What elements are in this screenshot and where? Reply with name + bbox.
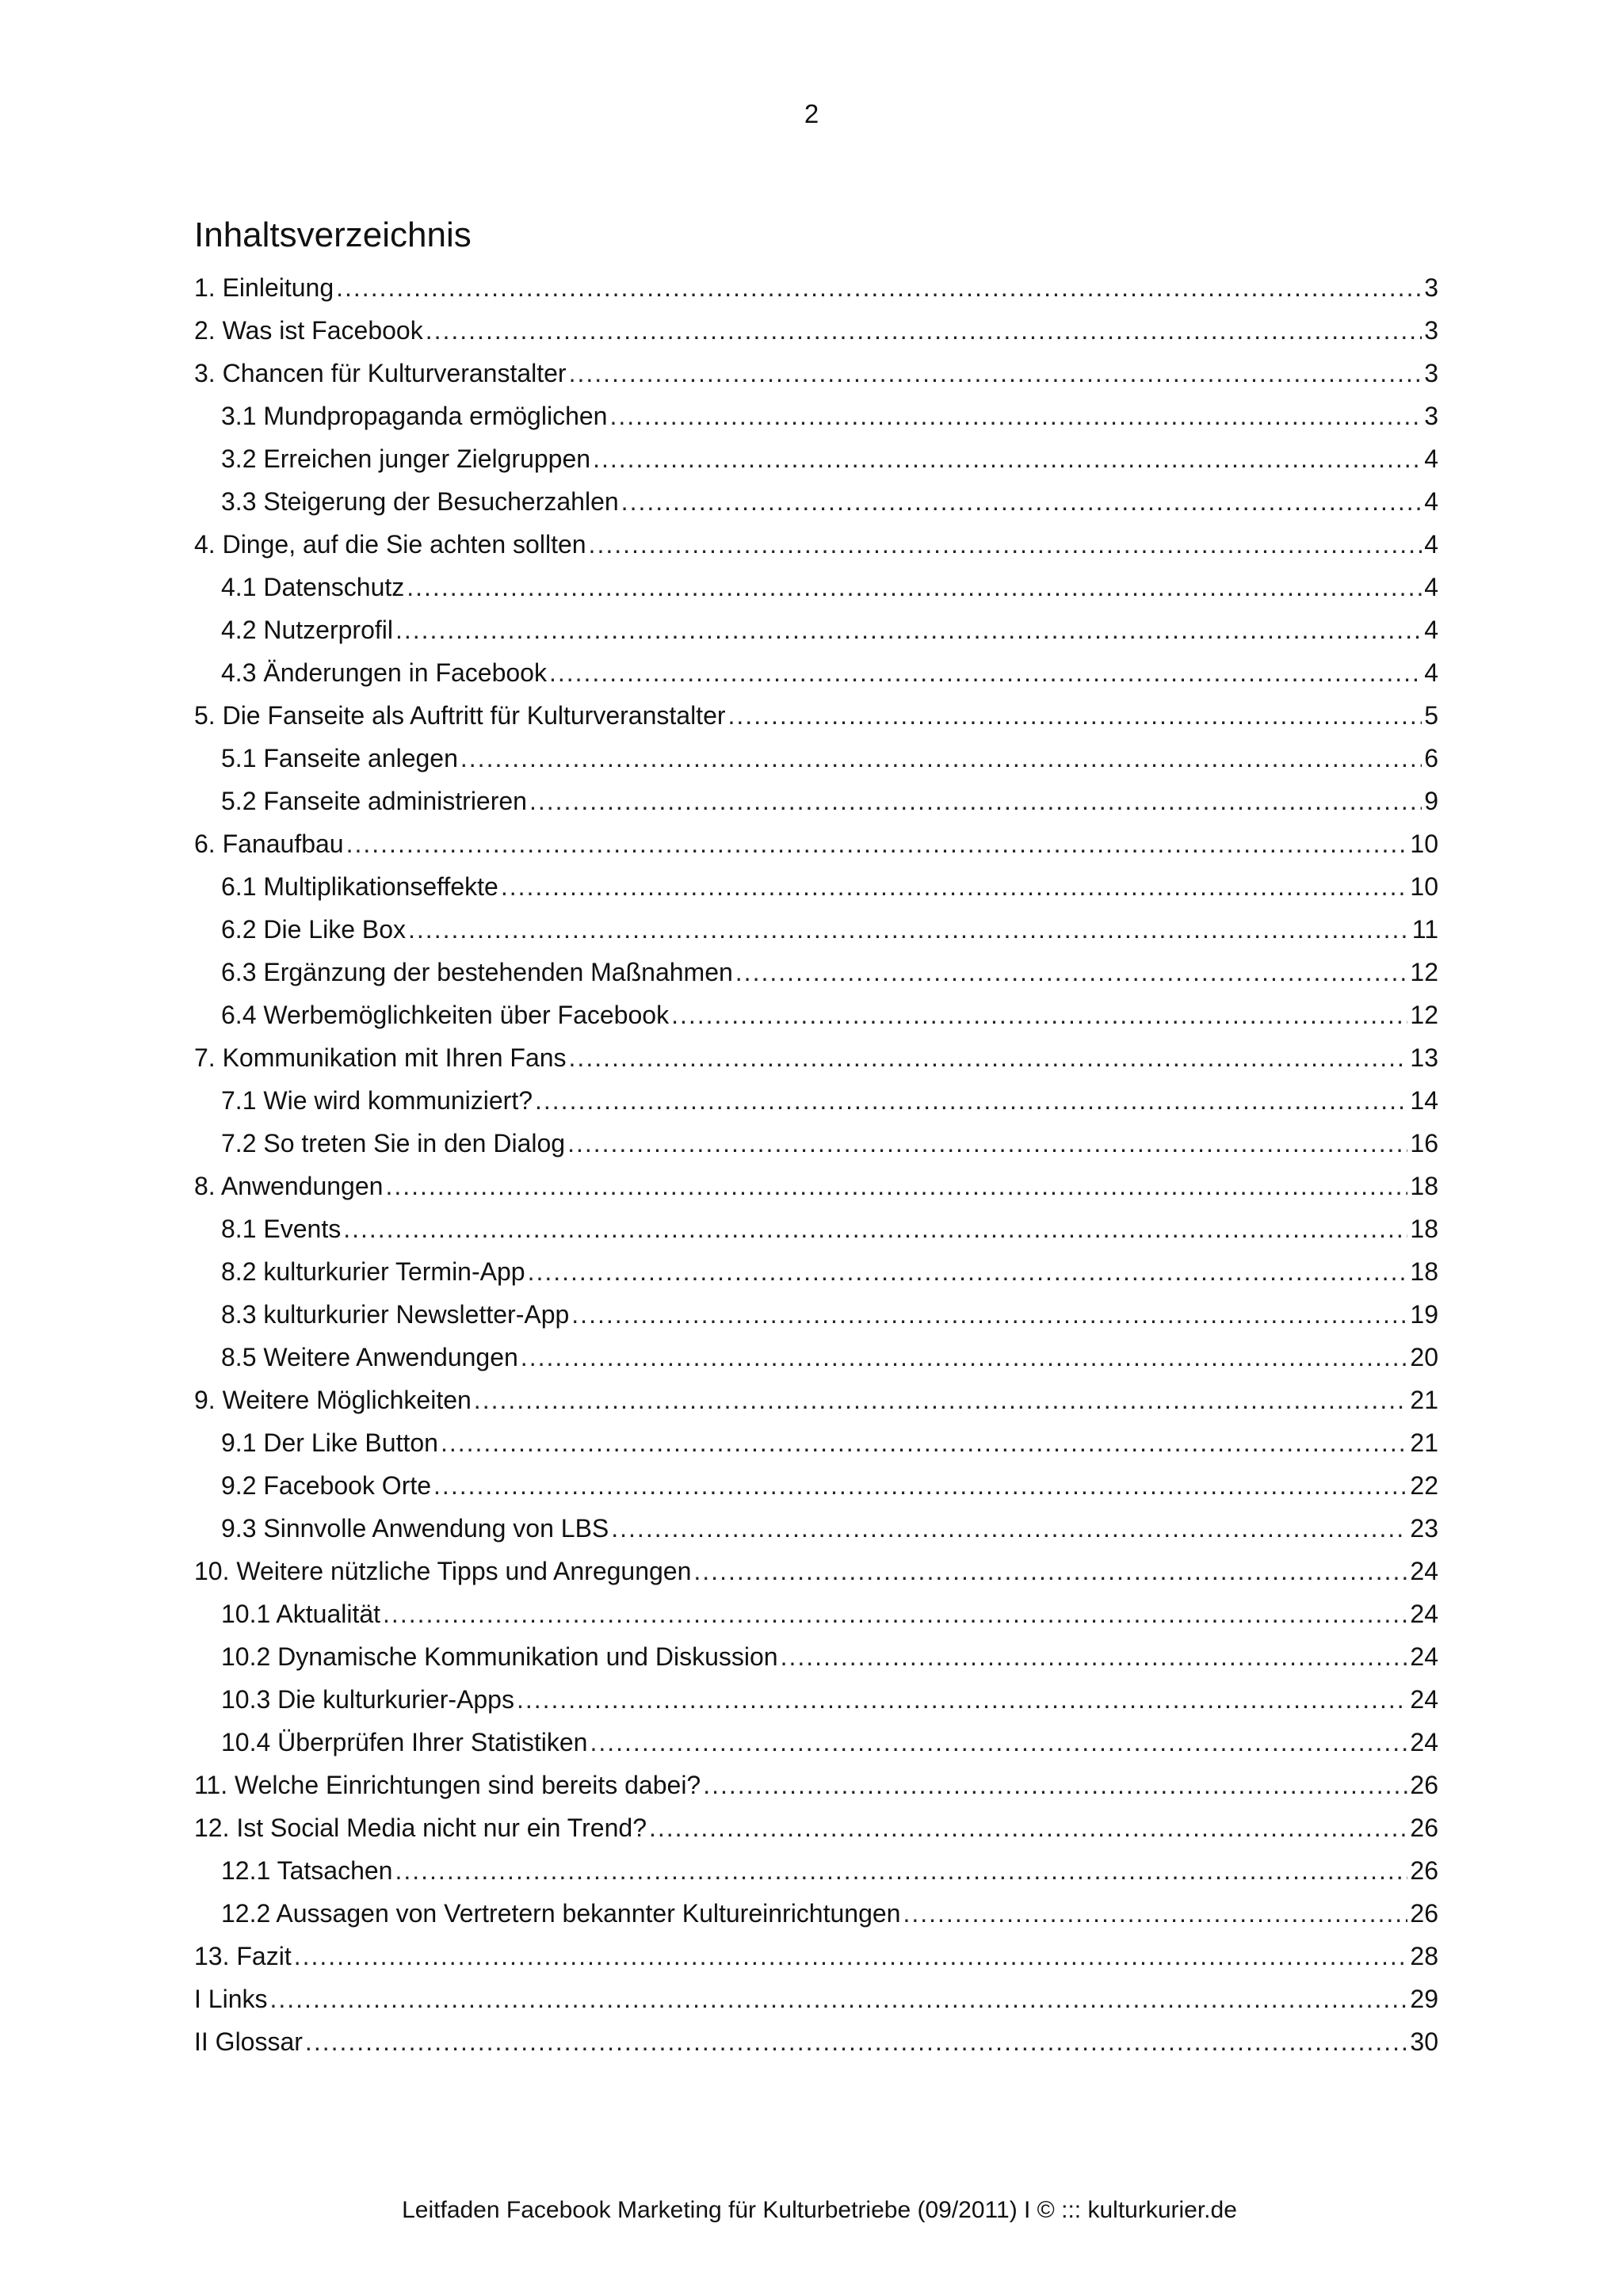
toc-entry[interactable] — [194, 1079, 1438, 1122]
toc-entry-label: 13. Fazit — [194, 1942, 292, 1970]
toc-dot-leader — [611, 1512, 1407, 1544]
toc-entry-label: 6.3 Ergänzung der bestehenden Maßnahmen — [221, 958, 733, 986]
toc-entry-label: 10.3 Die kulturkurier-Apps — [221, 1685, 514, 1714]
toc-entry[interactable] — [194, 352, 1438, 395]
toc-entry-page: 9 — [1424, 787, 1438, 815]
table-of-contents — [194, 266, 1438, 2063]
toc-dot-leader — [529, 785, 1422, 817]
toc-entry-label: 6. Fanaufbau — [194, 830, 344, 858]
toc-entry-page: 18 — [1410, 1215, 1438, 1243]
toc-entry-label: 3. Chancen für Kulturveranstalter — [194, 359, 567, 387]
toc-entry-page: 13 — [1410, 1043, 1438, 1072]
toc-entry[interactable] — [194, 523, 1438, 566]
toc-entry-page: 29 — [1410, 1985, 1438, 2013]
toc-entry[interactable] — [194, 1764, 1438, 1806]
toc-entry-label: 3.2 Erreichen junger Zielgruppen — [221, 444, 591, 473]
toc-entry-label: 7.2 So treten Sie in den Dialog — [221, 1129, 566, 1158]
toc-dot-leader — [693, 1555, 1407, 1587]
toc-entry-page: 4 — [1424, 444, 1438, 473]
toc-dot-leader — [589, 528, 1423, 560]
toc-dot-leader — [781, 1641, 1408, 1672]
toc-dot-leader — [269, 1983, 1407, 2015]
toc-dot-leader — [501, 871, 1408, 902]
toc-entry-page: 12 — [1410, 1001, 1438, 1029]
toc-dot-leader — [571, 1299, 1407, 1330]
toc-entry[interactable] — [194, 994, 1438, 1036]
toc-entry-label: 8. Anwendungen — [194, 1172, 384, 1200]
toc-entry-page: 3 — [1424, 359, 1438, 387]
toc-entry-page: 4 — [1424, 616, 1438, 644]
toc-dot-leader — [294, 1940, 1408, 1972]
toc-dot-leader — [703, 1769, 1407, 1801]
toc-entry[interactable] — [194, 1935, 1438, 1978]
toc-entry-page: 26 — [1410, 1899, 1438, 1928]
toc-dot-leader — [441, 1427, 1407, 1459]
toc-entry-label: 2. Was ist Facebook — [194, 316, 423, 345]
toc-entry[interactable] — [194, 780, 1438, 822]
toc-entry-label: 11. Welche Einrichtungen sind bereits dabei? — [194, 1771, 701, 1799]
toc-entry-page: 12 — [1410, 958, 1438, 986]
toc-dot-leader — [609, 400, 1422, 432]
toc-entry[interactable] — [194, 608, 1438, 651]
toc-entry[interactable] — [194, 1806, 1438, 1849]
toc-entry-label: 9.2 Facebook Orte — [221, 1471, 432, 1500]
toc-entry-page: 21 — [1410, 1386, 1438, 1414]
toc-entry-label: 7.1 Wie wird kommuniziert? — [221, 1086, 533, 1115]
toc-dot-leader — [474, 1384, 1408, 1416]
toc-dot-leader — [621, 486, 1423, 517]
toc-entry[interactable] — [194, 1550, 1438, 1592]
toc-dot-leader — [460, 742, 1422, 774]
toc-dot-leader — [395, 1855, 1407, 1886]
toc-entry[interactable] — [194, 951, 1438, 994]
toc-entry-page: 18 — [1410, 1172, 1438, 1200]
toc-entry-page: 24 — [1410, 1685, 1438, 1714]
toc-entry[interactable] — [194, 566, 1438, 608]
toc-entry[interactable] — [194, 1207, 1438, 1250]
toc-entry[interactable] — [194, 1336, 1438, 1379]
toc-entry-page: 10 — [1410, 830, 1438, 858]
toc-entry-page: 21 — [1410, 1428, 1438, 1457]
toc-dot-leader — [671, 999, 1407, 1031]
toc-entry[interactable] — [194, 1165, 1438, 1207]
toc-entry[interactable] — [194, 1849, 1438, 1892]
toc-dot-leader — [590, 1726, 1407, 1758]
toc-entry[interactable] — [194, 1978, 1438, 2020]
toc-entry[interactable] — [194, 395, 1438, 437]
toc-entry[interactable] — [194, 480, 1438, 523]
toc-dot-leader — [567, 1127, 1407, 1159]
toc-entry-label: 5.1 Fanseite anlegen — [221, 744, 458, 772]
toc-dot-leader — [433, 1470, 1407, 1501]
toc-dot-leader — [408, 913, 1410, 945]
toc-dot-leader — [569, 1042, 1408, 1074]
toc-entry-label: 4.1 Datenschutz — [221, 573, 405, 601]
toc-entry-page: 4 — [1424, 573, 1438, 601]
toc-entry[interactable] — [194, 1250, 1438, 1293]
toc-entry-label: 6.2 Die Like Box — [221, 915, 407, 944]
toc-entry-page: 11 — [1411, 915, 1438, 944]
toc-dot-leader — [383, 1598, 1407, 1630]
toc-title: Inhaltsverzeichnis — [194, 215, 472, 254]
toc-entry-label: 8.1 Events — [221, 1215, 342, 1243]
toc-entry-page: 26 — [1410, 1856, 1438, 1885]
toc-entry-page: 10 — [1410, 872, 1438, 901]
toc-entry-page: 23 — [1410, 1514, 1438, 1543]
toc-entry-page: 24 — [1410, 1642, 1438, 1671]
toc-entry[interactable] — [194, 437, 1438, 480]
toc-entry-page: 3 — [1424, 316, 1438, 345]
toc-entry-label: 9.3 Sinnvolle Anwendung von LBS — [221, 1514, 609, 1543]
toc-dot-leader — [569, 357, 1423, 389]
toc-entry-page: 22 — [1410, 1471, 1438, 1500]
toc-entry[interactable] — [194, 694, 1438, 737]
toc-dot-leader — [593, 443, 1422, 475]
toc-entry[interactable] — [194, 737, 1438, 780]
toc-entry[interactable] — [194, 1379, 1438, 1421]
page-footer: Leitfaden Facebook Marketing für Kulturbetriebe (09/2011) I © ::: kulturkurier.de — [402, 2197, 1237, 2223]
toc-entry-page: 24 — [1410, 1557, 1438, 1585]
toc-entry-label: 3.1 Mundpropaganda ermöglichen — [221, 402, 608, 430]
toc-entry-label: 8.2 kulturkurier Termin-App — [221, 1257, 525, 1286]
toc-entry-label: 5.2 Fanseite administrieren — [221, 787, 527, 815]
toc-entry-label: 10. Weitere nützliche Tipps und Anregungen — [194, 1557, 692, 1585]
toc-entry[interactable] — [194, 266, 1438, 309]
toc-entry[interactable] — [194, 1421, 1438, 1464]
toc-entry-label: 10.1 Aktualität — [221, 1600, 381, 1628]
toc-entry-page: 3 — [1424, 273, 1438, 302]
toc-entry-page: 4 — [1424, 487, 1438, 516]
toc-dot-leader — [385, 1170, 1407, 1202]
toc-entry-label: 3.3 Steigerung der Besucherzahlen — [221, 487, 619, 516]
toc-entry-label: 8.3 kulturkurier Newsletter-App — [221, 1300, 570, 1329]
toc-entry-page: 20 — [1410, 1343, 1438, 1371]
toc-entry[interactable] — [194, 309, 1438, 352]
toc-entry[interactable] — [194, 1507, 1438, 1550]
toc-entry[interactable] — [194, 1635, 1438, 1678]
toc-dot-leader — [549, 657, 1422, 688]
toc-dot-leader — [649, 1812, 1407, 1844]
toc-entry-label: 12.2 Aussagen von Vertretern bekannter Kultureinrichtungen — [221, 1899, 901, 1928]
toc-dot-leader — [903, 1897, 1407, 1929]
toc-entry-page: 4 — [1424, 530, 1438, 559]
toc-dot-leader — [305, 2026, 1407, 2058]
toc-entry-page: 30 — [1410, 2027, 1438, 2056]
toc-dot-leader — [517, 1684, 1407, 1715]
toc-entry-page: 6 — [1424, 744, 1438, 772]
toc-entry-page: 18 — [1410, 1257, 1438, 1286]
toc-entry[interactable] — [194, 651, 1438, 694]
toc-entry-label: I Links — [194, 1985, 268, 2013]
toc-dot-leader — [395, 614, 1422, 646]
toc-entry-page: 5 — [1424, 701, 1438, 730]
toc-entry[interactable] — [194, 2020, 1438, 2063]
toc-entry-label: 9. Weitere Möglichkeiten — [194, 1386, 472, 1414]
toc-entry[interactable] — [194, 1892, 1438, 1935]
toc-entry-label: 8.5 Weitere Anwendungen — [221, 1343, 518, 1371]
toc-entry-label: II Glossar — [194, 2027, 303, 2056]
toc-entry-page: 28 — [1410, 1942, 1438, 1970]
toc-dot-leader — [521, 1341, 1408, 1373]
toc-entry[interactable] — [194, 1464, 1438, 1507]
toc-entry-label: 6.4 Werbemöglichkeiten über Facebook — [221, 1001, 670, 1029]
toc-dot-leader — [535, 1085, 1407, 1116]
toc-entry[interactable] — [194, 1293, 1438, 1336]
toc-entry-label: 10.4 Überprüfen Ihrer Statistiken — [221, 1728, 588, 1756]
toc-entry[interactable] — [194, 1592, 1438, 1635]
toc-entry[interactable] — [194, 1122, 1438, 1165]
toc-entry[interactable] — [194, 908, 1438, 951]
toc-entry-page: 19 — [1410, 1300, 1438, 1329]
toc-entry[interactable] — [194, 1678, 1438, 1721]
toc-entry-label: 12. Ist Social Media nicht nur ein Trend? — [194, 1814, 647, 1842]
toc-entry-label: 12.1 Tatsachen — [221, 1856, 393, 1885]
toc-entry-page: 3 — [1424, 402, 1438, 430]
toc-dot-leader — [728, 700, 1423, 731]
toc-entry-label: 4.3 Änderungen in Facebook — [221, 658, 547, 687]
toc-entry[interactable] — [194, 1721, 1438, 1764]
toc-entry-page: 24 — [1410, 1600, 1438, 1628]
toc-dot-leader — [346, 828, 1408, 860]
toc-entry[interactable] — [194, 1036, 1438, 1079]
toc-dot-leader — [336, 272, 1422, 303]
toc-entry-label: 9.1 Der Like Button — [221, 1428, 438, 1457]
toc-entry-label: 5. Die Fanseite als Auftritt für Kulturveranstalter — [194, 701, 726, 730]
toc-dot-leader — [407, 571, 1422, 603]
page-number: 2 — [804, 99, 819, 128]
toc-entry-label: 10.2 Dynamische Kommunikation und Diskussion — [221, 1642, 778, 1671]
toc-entry[interactable] — [194, 822, 1438, 865]
toc-entry-label: 4. Dinge, auf die Sie achten sollten — [194, 530, 586, 559]
toc-entry-label: 6.1 Multiplikationseffekte — [221, 872, 498, 901]
toc-entry-label: 1. Einleitung — [194, 273, 334, 302]
toc-dot-leader — [426, 315, 1423, 346]
toc-entry-label: 4.2 Nutzerprofil — [221, 616, 393, 644]
toc-entry-page: 4 — [1424, 658, 1438, 687]
toc-entry-page: 16 — [1410, 1129, 1438, 1158]
toc-entry[interactable] — [194, 865, 1438, 908]
toc-dot-leader — [735, 956, 1408, 988]
toc-dot-leader — [528, 1256, 1408, 1287]
toc-entry-page: 26 — [1410, 1814, 1438, 1842]
toc-entry-page: 26 — [1410, 1771, 1438, 1799]
toc-dot-leader — [343, 1213, 1407, 1245]
toc-entry-page: 14 — [1410, 1086, 1438, 1115]
toc-entry-page: 24 — [1410, 1728, 1438, 1756]
toc-entry-label: 7. Kommunikation mit Ihren Fans — [194, 1043, 567, 1072]
